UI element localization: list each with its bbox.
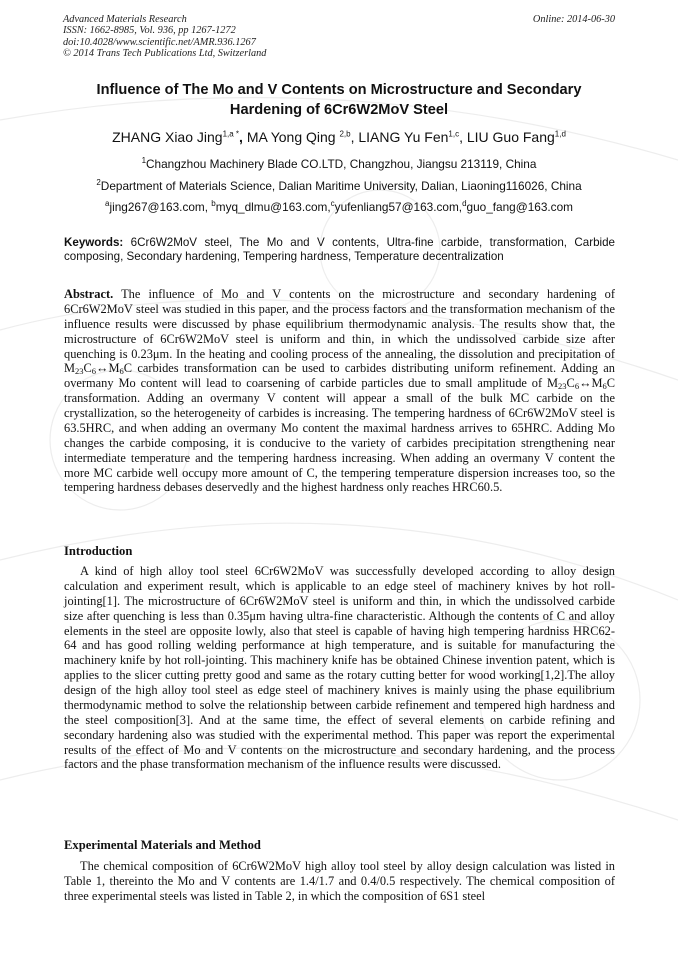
email-list: [30, 200, 648, 214]
subscript: 6: [602, 381, 607, 392]
author-list: [30, 128, 648, 146]
journal-header: [63, 14, 615, 60]
introduction-paragraph: A kind of high alloy tool steel 6Cr6W2MoV was successfully developed according to alloy design calculation and experiment result, which is applicable to an edge steel of machinery knives by hot roll-jointing[1]. The microstructure of 6Cr6W2MoV steel is uniform and thin, in which the undissolved carbide size after quenching is less than 0.35μm having ultra-fine characteristic. Although the contents of C and alloy elements in the steel are opposite lowly, also that steel is capable of having high tempering hardniss HRC62-64 and has good rolling welding performance at high temperature, and is suitable for manufacturing the machinery knife by hot roll-jointing. This machinery knife has be obtained Chinese invention patent, which is applies to the slicer cutting pretty good and same as the rotary cutting better for wood working[1,2].The alloy design of the high alloy tool steel as edge steel of machinery knives is mainly using the phase equilibrium thermodynamic method to solve the relationship between carbide refinement and tempered high hardness and the steel composition[3]. And at the same time, the effect of several elements on carbide refining and secondary hardening also was studied with the experimental method. This paper was report the experimental results of the effect of Mo and V contents on the microstructure and secondary hardening, and the process factors and the phase transformation mechanism of the influence results were discussed.: [64, 564, 615, 772]
author-separator: ,: [459, 129, 467, 145]
author-affiliation-mark: 1,c: [448, 129, 460, 139]
copyright-line: © 2014 Trans Tech Publications Ltd, Switzerland: [63, 48, 267, 60]
author-name: MA Yong Qing: [246, 129, 340, 145]
author-separator: ,: [239, 129, 247, 145]
author-affiliation-mark: 1,a *: [222, 129, 240, 139]
title-line-2: Hardening of 6Cr6W2MoV Steel: [229, 101, 449, 118]
email-address: myq_dlmu@163.com,: [215, 200, 331, 214]
issn-line: ISSN: 1662-8985, Vol. 936, pp 1267-1272: [63, 25, 236, 37]
abstract-label: Abstract.: [64, 287, 114, 301]
subscript: 23: [558, 381, 567, 392]
keywords-text: 6Cr6W2MoV steel, The Mo and V contents, Ultra-fine carbide, transformation, Carbide composing, Secondary hardening, Tempering hardness, Temperature decentralization: [64, 236, 615, 264]
email-mark: b: [211, 199, 216, 209]
abstract-text: C: [566, 376, 575, 391]
abstract-block: [64, 287, 615, 495]
email-address: yufenliang57@163.com,: [334, 200, 463, 214]
subscript: 6: [91, 366, 97, 377]
online-date: Online: 2014-06-30: [532, 14, 615, 25]
method-paragraph: The chemical composition of 6Cr6W2MoV high alloy tool steel by alloy design calculation was listed in Table 1, thereinto the Mo and V contents are 1.4/1.7 and 0.4/0.5 respectively. The chemical composition of three experimental steels was listed in Table 2, in which the composition of 6S1 steel: [64, 859, 615, 903]
email-mark: d: [462, 199, 467, 209]
affiliation-text: Department of Materials Science, Dalian Maritime University, Dalian, Liaoning116026, China: [100, 179, 582, 193]
abstract-text: C: [83, 361, 92, 376]
paper-title: [40, 81, 638, 120]
keywords-label: Keywords:: [64, 236, 124, 249]
section-heading-method: Experimental Materials and Method: [64, 838, 261, 852]
affiliation-1: [30, 157, 648, 171]
email-address: guo_fang@163.com: [466, 200, 573, 214]
abstract-text: ↔M: [96, 361, 120, 376]
abstract-text: C carbides transformation can be used to carbides distributing uniform refinement. Adding an overmany Mo content will lead to coarsening of carbide particles due to small amplitude of M: [64, 361, 615, 391]
author-name: LIANG Yu Fen: [358, 129, 449, 145]
affiliation-2: [30, 179, 648, 193]
abstract-text: The influence of Mo and V contents on the microstructure and secondary hardening of 6Cr6W2MoV steel was studied in this paper, and the process factors and the transformation mechanism of the influence results were discussed by phase equilibrium thermodynamic analysis. The results show that, the microstructure of 6Cr6W2MoV steel is uniform and thin, in which the undissolved carbide size after quenching is 0.23μm. In the heating and cooling process of the annealing, the dissolution and precipitation of M: [64, 287, 615, 376]
author-name: ZHANG Xiao Jing: [112, 129, 223, 145]
author-separator: ,: [350, 129, 359, 145]
author-affiliation-mark: 2,b: [339, 129, 351, 139]
section-heading-introduction: Introduction: [64, 544, 133, 558]
subscript: 6: [119, 366, 124, 377]
title-line-1: Influence of The Mo and V Contents on Microstructure and Secondary: [96, 82, 582, 98]
affiliation-mark: 2: [96, 178, 101, 188]
email-mark: a: [105, 199, 110, 209]
email-address: jing267@163.com,: [109, 200, 212, 214]
abstract-text: C transformation. Adding an overmany V content will appear a small of the bulk MC carbide on the crystallization, so the heterogeneity of carbides is increasing. The tempering hardness of 6Cr6W2MoV steel is 63.5HRC, and when adding an overmany Mo content the maximal hardness arrives to 65HRC. Adding Mo changes the carbide composing, it is conducive to the variety of carbides precipitation strengthening near intermediate temperature and the tempering hardness increasing. When adding an overmany V content the more MC carbide well occupy more amount of C, the tempering temperature dispersion increases too, so the tempering hardness debases deservedly and the highest hardness only reaches HRC60.5.: [64, 376, 615, 495]
doi-line: doi:10.4028/www.scientific.net/AMR.936.1267: [63, 36, 256, 48]
author-affiliation-mark: 1,d: [554, 129, 566, 139]
abstract-text: ↔M: [579, 376, 603, 391]
email-mark: c: [330, 199, 335, 209]
author-name: LIU Guo Fang: [466, 129, 555, 145]
affiliation-mark: 1: [141, 156, 147, 166]
keywords-block: [64, 236, 615, 265]
subscript: 6: [574, 381, 580, 392]
affiliation-text: Changzhou Machinery Blade CO.LTD, Changzhou, Jiangsu 213119, China: [146, 157, 537, 171]
journal-name: Advanced Materials Research: [63, 14, 187, 25]
subscript: 23: [75, 366, 84, 377]
